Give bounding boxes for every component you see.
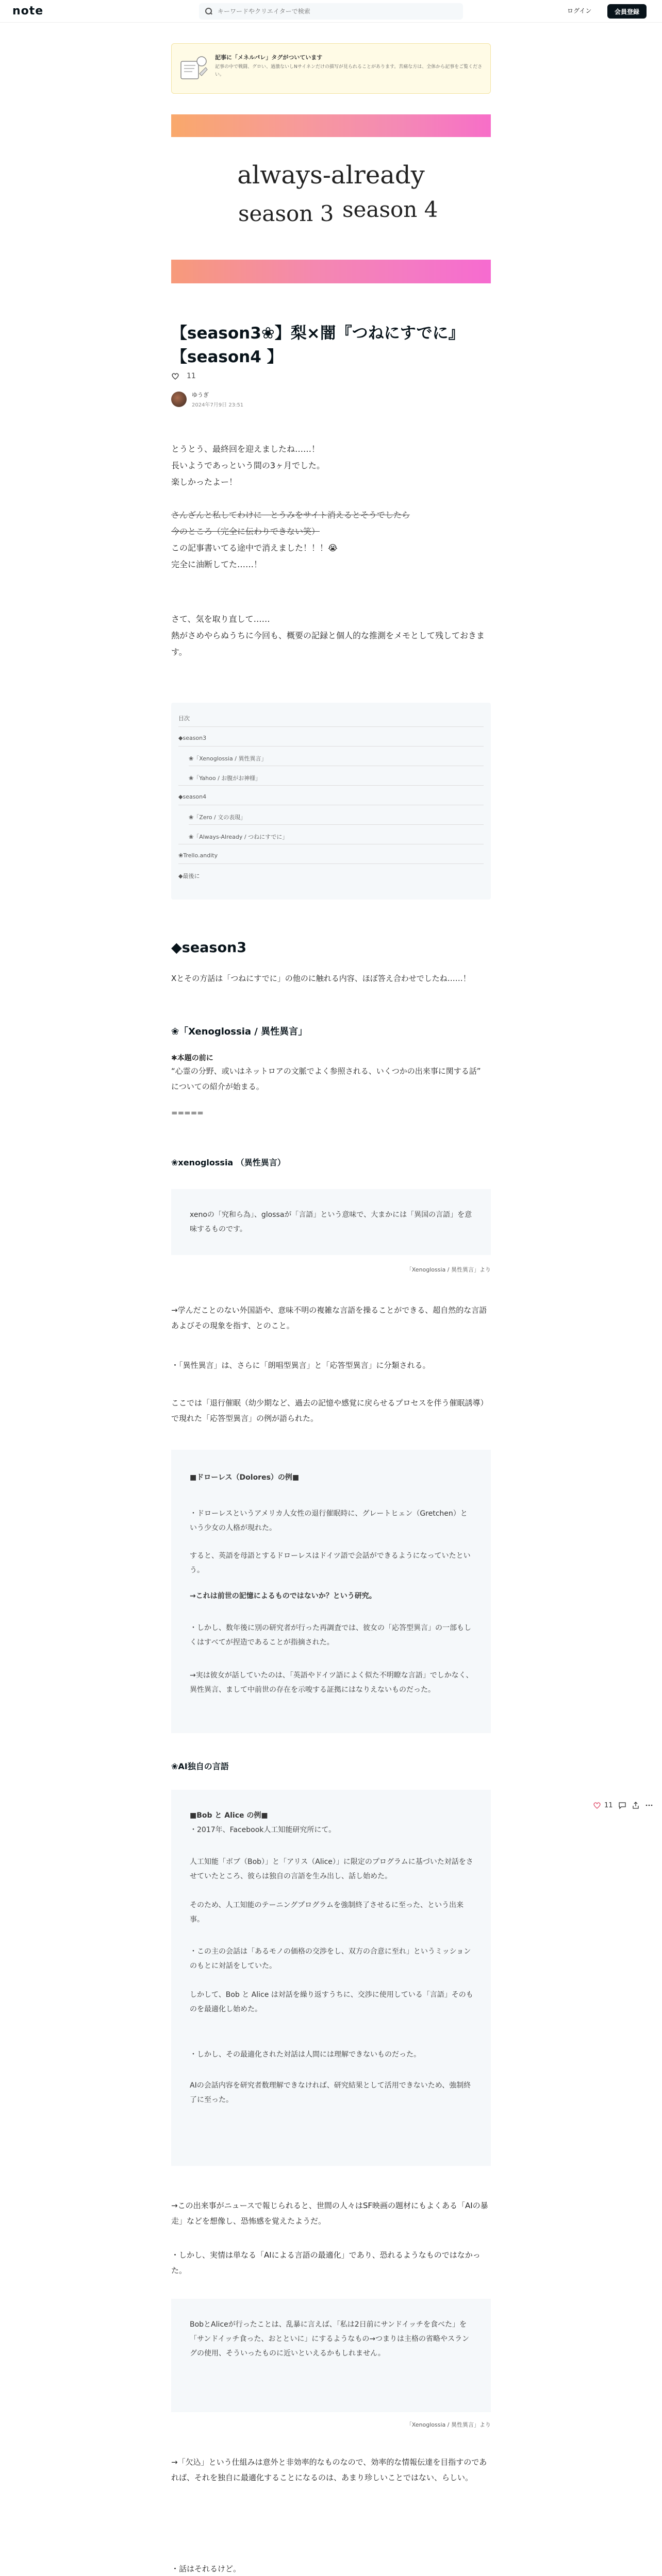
heart-icon[interactable] — [171, 372, 179, 380]
divider-text: ===== — [171, 1108, 204, 1117]
floating-like[interactable] — [593, 1801, 613, 1809]
quote-text: →これは前世の記憶によるものではないか？という研究。 — [190, 1592, 376, 1600]
comment-button[interactable] — [618, 1801, 626, 1809]
quote-text: →実は彼女が話していたのは、「英語やドイツ語によく似た不明瞭な言語」でしかなく、異性異言、まして中前世の存在を示唆する証拠にはなりえないものだった。 — [190, 1671, 473, 1694]
toc-divider — [178, 785, 484, 786]
intro-line-5: 完全に油断してた……！ — [171, 560, 262, 569]
floating-like-count: 11 — [604, 1801, 613, 1809]
toc-divider — [178, 863, 484, 864]
share-button[interactable] — [632, 1801, 640, 1809]
quote-text: ・しかし、その最適化された対話は人間には理解できないものだった。 — [190, 2050, 421, 2059]
share-icon[interactable] — [632, 1801, 640, 1809]
search-box[interactable] — [199, 3, 463, 20]
intro-line-1: とうとう、最終回を迎えましたね……！ — [171, 444, 320, 454]
intro-line-2: 長いようであっという間の3ヶ月でした。 — [171, 461, 325, 470]
strike-line-1: さんざんと私してわけに とうみをサイト消えるとそうでしたら — [171, 510, 410, 520]
hero-season3: season 3 — [238, 201, 334, 226]
hero-gradient-bottom — [171, 260, 491, 283]
quote-block-1 — [171, 1189, 491, 1255]
toc-item[interactable]: ◆最後に — [178, 873, 200, 879]
top-header — [0, 0, 662, 23]
quote-block-3 — [171, 1790, 491, 2166]
quote-title: ■Bob と Alice の例■ — [190, 1811, 268, 1820]
hero-gradient-top — [171, 114, 491, 137]
quote-block-2 — [171, 1450, 491, 1733]
notice-title: 記事に「メネルパレ」タグがついています — [215, 54, 323, 61]
hero-season4: season 4 — [342, 197, 438, 222]
content-warning-notice — [171, 43, 491, 94]
preface-heading: ✱本題の前に — [171, 1054, 213, 1062]
heart-icon[interactable] — [593, 1801, 601, 1809]
notice-body: 記事の中で戦闘、グロい、過激ないしNサイネンだけの描写が見られることがあります。苦痛な方は、全体から記事をご覧ください。 — [215, 64, 483, 77]
hero-image — [171, 114, 491, 284]
toc-item[interactable]: ❀Trello.andity — [178, 852, 218, 859]
paragraph: →学んだことのない外国語や、意味不明の複雑な言語を操ることができる、超自然的な言語あよびその現象を指す、とのこと。 — [171, 1306, 487, 1330]
ai-language-heading: ❀AI独自の言語 — [171, 1761, 229, 1771]
more-icon[interactable] — [645, 1801, 653, 1809]
quote-text: すると、英語を母語とするドローレスはドイツ語で会話ができるようになっていたという。 — [190, 1552, 471, 1574]
intro-line-3: 楽しかったよー！ — [171, 477, 238, 487]
toc-item[interactable]: ❀「Yahoo / お腹がお神様」 — [189, 775, 261, 782]
quote-text: AIの会話内容を研究者数理解できなければ、研究結果として活用できないため、強制終了に至った。 — [190, 2081, 471, 2104]
paragraph: ・しかし、実情は単なる「AIによる言語の最適化」であり、恐れるようなものではなかった。 — [171, 2250, 481, 2275]
like-count: 11 — [187, 372, 196, 380]
intro-line-7: 熱がさめやらぬうちに今回も、概要の記録と個人的な推測をメモとして残しておきます。 — [171, 631, 485, 657]
preface-text: “心霊の分野、或いはネットロアの文脈でよく参照される、いくつかの出来事に関する話” についての紹介が始まる。 — [171, 1066, 481, 1091]
quote-text: ・ドローレスというアメリカ人女性の退行催眠時に、グレートヒェン（Gretchen）という少女の人格が現れた。 — [190, 1510, 468, 1532]
comment-icon[interactable] — [618, 1801, 626, 1809]
intro-line-6: さて、気を取り直して…… — [171, 614, 270, 624]
paragraph: →「欠込」という仕組みは意外と非効率的なものなので、効率的な情報伝達を目指すのであれば、それを独自に最適化することになるのは、あまり珍しいことではない、らしい。 — [171, 2458, 487, 2482]
quote-text: しかして、Bob と Alice は対話を繰り返すうちに、交渉に使用している「言語」そのものを最適化し始めた。 — [190, 1991, 473, 2013]
quote-text: ・しかし、数年後に別の研究者が行った再調査では、彼女の「応答型異言」の一部もしくはすべてが捏造であることが指摘された。 — [190, 1624, 471, 1647]
season3-heading: ◆season3 — [171, 940, 246, 956]
quote-title: ■ドローレス（Dolores）の例■ — [190, 1473, 300, 1482]
quote-block-4 — [171, 2299, 491, 2412]
signup-button[interactable]: 会員登録 — [607, 4, 647, 19]
toc-item[interactable]: ❀「Always-Already / つねにすでに」 — [189, 834, 288, 840]
xenoglossia-section-heading: ❀「Xenoglossia / 異性異言」 — [171, 1026, 308, 1037]
author-block[interactable] — [171, 391, 243, 408]
article-title: 【season3❀】梨×闇『つねにすでに』【season4 】 — [171, 324, 465, 366]
author-name[interactable]: ゆうぎ — [192, 392, 209, 398]
toc-header[interactable]: 目次 — [178, 715, 190, 722]
quote-text: ・2017年、Facebook人工知能研究所にて。 — [190, 1826, 336, 1834]
like-counter[interactable] — [171, 372, 196, 380]
paragraph: ここでは「退行催眠（幼少期など、過去の記憶や感覚に戻らせるプロセスを伴う催眠誘導）で現れた「応答型異言」の例が語られた。 — [171, 1398, 488, 1423]
paragraph: ・「異性異言」は、さらに「朗唱型異言」と「応答型異言」に分類される。 — [171, 1361, 431, 1370]
toc-item[interactable]: ◆season3 — [178, 735, 207, 741]
toc-divider — [178, 746, 484, 747]
quote-text: 人工知能「ボブ（Bob）」と「アリス（Alice）」に限定のプログラムに基づいた対話をさせていたところ、彼らは独自の言語を生み出し、話し始めた。 — [190, 1858, 473, 1880]
citation: 「Xenoglossia / 異性異言」より — [406, 2421, 491, 2428]
warning-illustration-icon — [179, 54, 209, 83]
toc-divider — [189, 824, 484, 825]
season3-intro: Xとその方話は「つねにすでに」の他のに触れる内容、ほぼ答え合わせでしたね……！ — [171, 974, 471, 983]
toc-item[interactable]: ❀「Xenoglossia / 異性異言」 — [189, 755, 267, 762]
toc-divider — [178, 726, 484, 727]
search-icon — [205, 8, 212, 15]
search-input[interactable] — [218, 8, 424, 15]
intro-line-4: この記事書いてる途中で消えました！！！😭 — [171, 543, 338, 553]
quote-text: xenoの「究和ら為」、glossaが「言語」という意味で、大まかには「異国の言語」を意味するものです。 — [190, 1211, 472, 1233]
floating-actions — [593, 1801, 658, 1809]
table-of-contents — [171, 703, 491, 900]
toc-item[interactable]: ❀「Zero / 文の表現」 — [189, 814, 246, 821]
strike-line-2: 今のところ（完全に伝わりできない笑） — [171, 527, 320, 536]
paragraph: →この出来事がニュースで報じられると、世間の人々はSF映画の題材にもよくある「AIの暴走」などを想像し、恐怖感を覚えたようだ。 — [171, 2201, 488, 2226]
avatar[interactable] — [171, 392, 187, 407]
post-date: 2024年7月9日 23:51 — [192, 402, 244, 408]
quote-text: ・この主の会話は「あるモノの価格の交渉をし、双方の合意に至れ」というミッションのもとに対話をしていた。 — [190, 1947, 471, 1970]
hero-title: always-already — [237, 161, 425, 190]
quote-text: BobとAliceが行ったことは、乱暴に言えば、「私は2日前にサンドイッチを食べた」を「サンドイッチ食った、おとといに」にするようなもの→つまりは主格の省略やスラングの使用、そういったものに近いといえるかもしれません。 — [190, 2320, 470, 2358]
xenoglossia-heading: ❀xenoglossia （異性異言） — [171, 1158, 286, 1167]
toc-item[interactable]: ◆season4 — [178, 793, 207, 800]
note-logo[interactable]: note — [12, 5, 44, 18]
citation: 「Xenoglossia / 異性異言」より — [406, 1266, 491, 1273]
quote-text: そのため、人工知能のテーニングプログラムを強制終了させるに至った、という出来事。 — [190, 1901, 464, 1924]
more-button[interactable] — [645, 1801, 653, 1809]
paragraph: ・話はそれるけど。 — [171, 2564, 241, 2573]
login-link[interactable]: ログイン — [567, 7, 592, 14]
